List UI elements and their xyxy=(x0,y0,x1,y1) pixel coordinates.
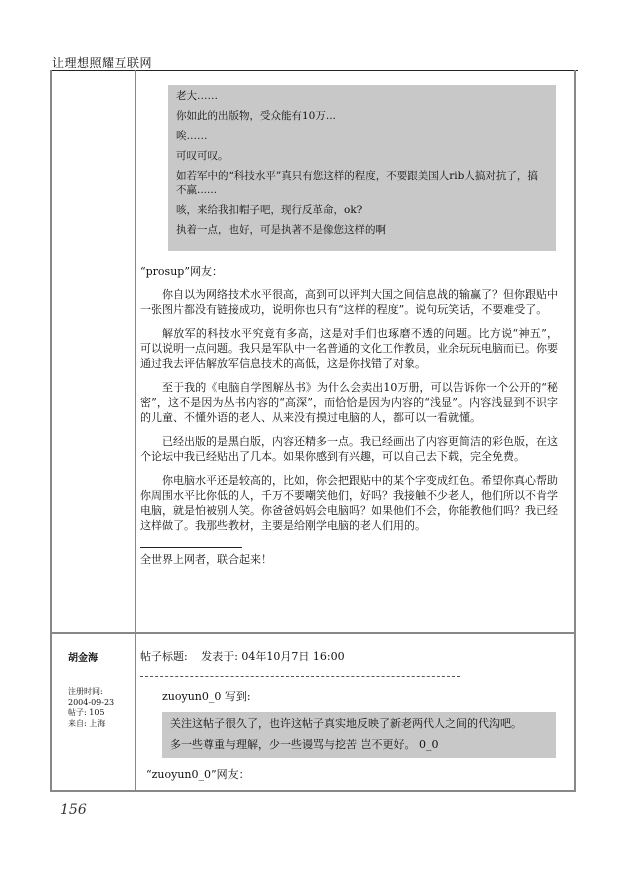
running-header: 让理想照耀互联网 xyxy=(52,56,153,70)
reply-paragraph: 已经出版的是黑白版，内容还精多一点。我已经画出了内容更简洁的彩色版，在这个论坛中我已经贴出了几本。如果你感到有兴趣，可以自己去下载，完全免费。 xyxy=(140,435,558,463)
quoted-block-1 xyxy=(168,85,556,251)
author-name[interactable]: 胡金海 xyxy=(68,653,98,664)
page-number: 156 xyxy=(60,802,87,818)
register-label: 注册时间: xyxy=(68,687,103,696)
register-date: 2004-09-23 xyxy=(68,697,115,707)
quote-line: 你如此的出版物，受众能有10万... xyxy=(176,110,336,122)
post-count: 帖子: 105 xyxy=(68,708,105,717)
reply-paragraph: 你自以为网络技术水平很高，高到可以评判大国之间信息战的输赢了？但你跟贴中一张图片都没有链接成功，说明你也只有“这样的程度”。说句玩笑话，不要难受了。 xyxy=(140,288,558,316)
quote-line: 多一些尊重与理解，少一些谩骂与挖苦 岂不更好。 0_0 xyxy=(170,738,439,751)
quote-line: 关注这帖子很久了，也许这帖子真实地反映了新老两代人之间的代沟吧。 xyxy=(170,717,522,730)
post-title-bar xyxy=(140,648,355,664)
row-divider xyxy=(50,632,576,634)
signature: 全世界上网者，联合起来！ xyxy=(140,553,272,566)
reply-body xyxy=(140,264,558,567)
author-meta xyxy=(68,687,114,729)
quoted-block-2 xyxy=(162,712,556,758)
post-title-label: 帖子标题: xyxy=(140,650,188,663)
location: 来自: 上海 xyxy=(68,718,106,728)
column-divider xyxy=(135,70,136,792)
quote-line: 唉…… xyxy=(176,130,208,142)
reply-paragraph: 解放军的科技水平究竟有多高，这是对手们也琢磨不透的问题。比方说“神五”，可以说明一点问题。我只是军队中一名普通的文化工作教员，业余玩玩电脑而已。你要通过我去评估解放军信息技术的高低，这是你找错了对象。 xyxy=(140,327,558,370)
post-date: 发表于: 04年10月7日 16:00 xyxy=(201,650,345,663)
reply-speaker: “prosup”网友： xyxy=(140,265,223,278)
reply-speaker-2: “zuoyun0_0”网友： xyxy=(146,768,250,781)
dashed-rule xyxy=(140,676,460,677)
reply-paragraph: 你电脑水平还是较高的，比如，你会把跟贴中的某个字变成红色。希望你真心帮助你周围水平比你低的人，千万不要嘲笑他们，好吗？我接触不少老人，他们所以不肯学电脑，就是怕被别人笑。你爸爸妈妈会电脑吗？如果他们不会，你能教他们吗？我已经这样做了。我那些教材，主要是给刚学电脑的老人们用的。 xyxy=(140,474,558,532)
quote-line: 咳，来给我扣帽子吧，现行反革命，ok? xyxy=(176,204,363,216)
quote-line: 如若军中的“科技水平”真只有您这样的程度，不要跟美国人rib人搞对抗了，搞不赢...... xyxy=(176,170,538,196)
quote-line: 老大…… xyxy=(176,90,218,102)
signature-rule xyxy=(140,547,242,548)
reply-to-label: zuoyun0_0 写到: xyxy=(162,690,251,703)
quote-line: 可叹可叹。 xyxy=(176,150,229,162)
reply-paragraph: 至于我的《电脑自学图解丛书》为什么会卖出10万册，可以告诉你一个公开的“秘密”，这不是因为丛书内容的“高深”，而恰恰是因为内容的“浅显”。内容浅显到不识字的儿童、不懂外语的老人、从来没有摸过电脑的人，都可以一看就懂。 xyxy=(140,381,558,424)
quote-line: 执着一点，也好，可是执著不是像您这样的啊 xyxy=(176,224,386,236)
